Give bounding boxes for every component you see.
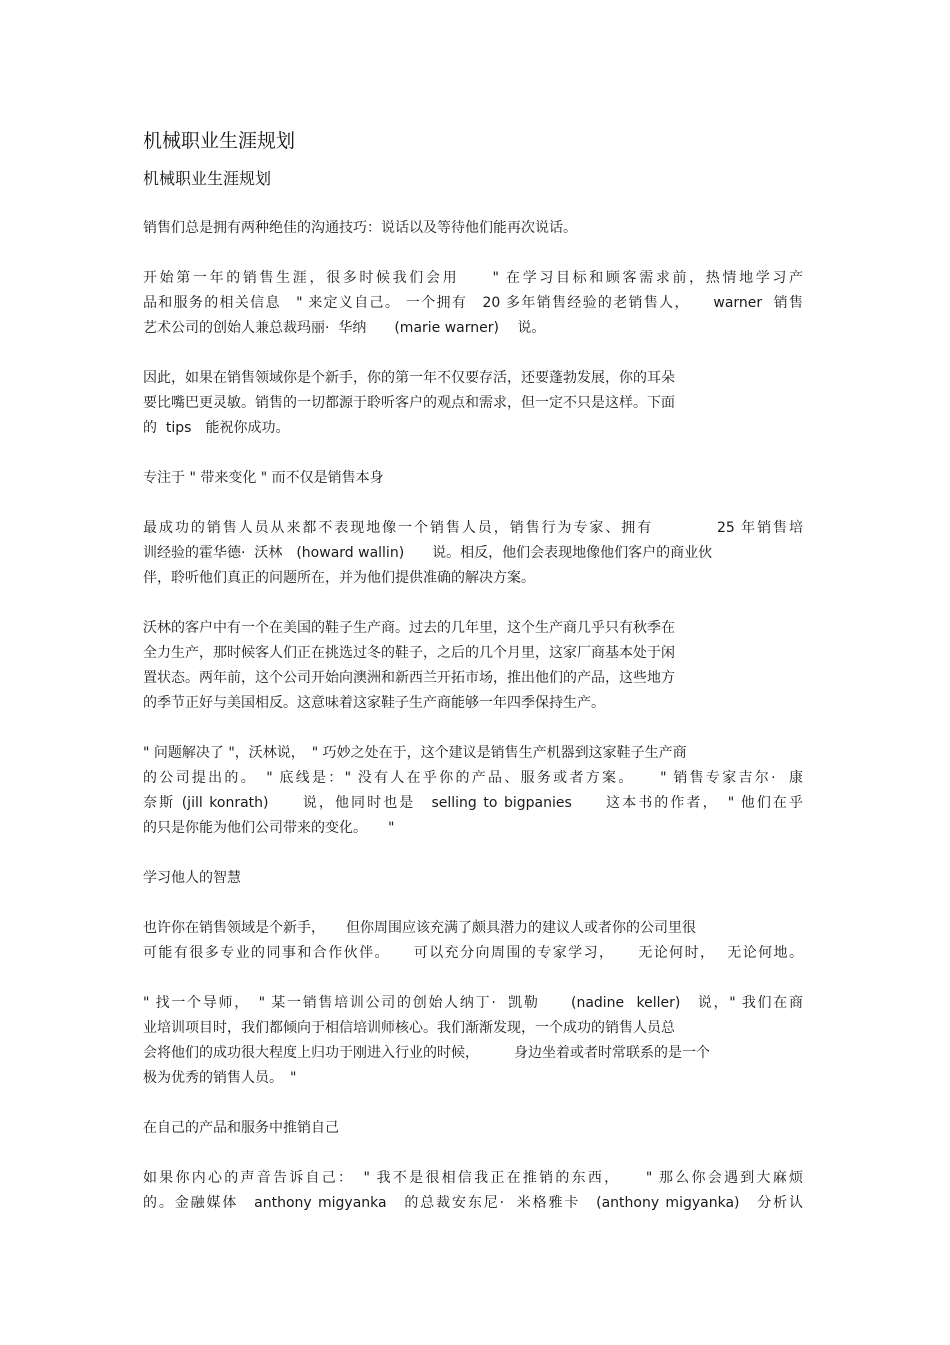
text-line: 沃林的客户中有一个在美国的鞋子生产商。过去的几年里，这个生产商几乎只有秋季在 — [143, 620, 675, 636]
text-line: 要比嘴巴更灵敏。销售的一切都源于聆听客户的观点和需求，但一定不只是这样。下面 — [143, 395, 675, 411]
text-line: 的季节正好与美国相反。这意味着这家鞋子生产商能够一年四季保持生产。 — [143, 695, 605, 711]
text-line: 的。金融媒体 anthony migyanka 的总裁安东尼· 米格雅卡 (anthony migyanka) 分析认 — [143, 1195, 803, 1211]
text-line: 开始第一年的销售生涯，很多时候我们会用 " 在学习目标和顾客需求前，热情地学习产 — [143, 270, 803, 286]
document-subtitle: 机械职业生涯规划 — [143, 169, 272, 188]
text-line: 最成功的销售人员从来都不表现地像一个销售人员，销售行为专家、拥有 25 年销售培 — [143, 520, 803, 536]
text-line: 会将他们的成功很大程度上归功于刚进入行业的时候， 身边坐着或者时常联系的是一个 — [143, 1045, 710, 1061]
text-line: 伴，聆听他们真正的问题所在，并为他们提供准确的解决方案。 — [143, 570, 535, 586]
text-line: 业培训项目时，我们都倾向于相信培训师核心。我们渐渐发现，一个成功的销售人员总 — [143, 1020, 675, 1036]
text-line: " 问题解决了 "，沃林说， " 巧妙之处在于，这个建议是销售生产机器到这家鞋子生产商 — [143, 745, 687, 761]
text-line: 可能有很多专业的同事和合作伙伴。 可以充分向周围的专家学习， 无论何时， 无论何地。 — [143, 945, 803, 961]
document-title: 机械职业生涯规划 — [143, 130, 296, 152]
text-line: 训经验的霍华德· 沃林 (howard wallin) 说。相反，他们会表现地像他们客户的商业伙 — [143, 545, 713, 561]
text-line: " 找一个导师， " 某一销售培训公司的创始人纳丁· 凯勒 (nadine keller) 说，" 我们在商 — [143, 995, 803, 1011]
section-heading: 学习他人的智慧 — [143, 870, 241, 886]
text-line: 置状态。两年前，这个公司开始向澳洲和新西兰开拓市场，推出他们的产品，这些地方 — [143, 670, 675, 686]
text-line: 因此，如果在销售领域你是个新手，你的第一年不仅要存活，还要蓬勃发展，你的耳朵 — [143, 370, 675, 386]
text-line: 的公司提出的。 " 底线是：" 没有人在乎你的产品、服务或者方案。 " 销售专家吉尔· 康 — [143, 770, 803, 786]
section-heading: 在自己的产品和服务中推销自己 — [143, 1120, 339, 1136]
text-line: 奈斯 (jill konrath) 说，他同时也是 selling to bigpanies 这本书的作者， " 他们在乎 — [143, 795, 803, 811]
text-line: 的只是你能为他们公司带来的变化。 " — [143, 820, 395, 836]
text-line: 全力生产，那时候客人们正在挑选过冬的鞋子，之后的几个月里，这家厂商基本处于闲 — [143, 645, 675, 661]
section-heading: 专注于 " 带来变化 " 而不仅是销售本身 — [143, 470, 384, 486]
text-line: 销售们总是拥有两种绝佳的沟通技巧：说话以及等待他们能再次说话。 — [143, 220, 577, 236]
text-line: 也许你在销售领域是个新手， 但你周围应该充满了颇具潜力的建议人或者你的公司里很 — [143, 920, 696, 936]
text-line: 品和服务的相关信息 " 来定义自己。 一个拥有 20 多年销售经验的老销售人， warner 销售 — [143, 295, 803, 311]
text-line: 极为优秀的销售人员。 " — [143, 1070, 297, 1086]
text-line: 的 tips 能祝你成功。 — [143, 420, 290, 436]
text-line: 如果你内心的声音告诉自己： " 我不是很相信我正在推销的东西， " 那么你会遇到大麻烦 — [143, 1170, 803, 1186]
text-line: 艺术公司的创始人兼总裁玛丽· 华纳 (marie warner) 说。 — [143, 320, 546, 336]
